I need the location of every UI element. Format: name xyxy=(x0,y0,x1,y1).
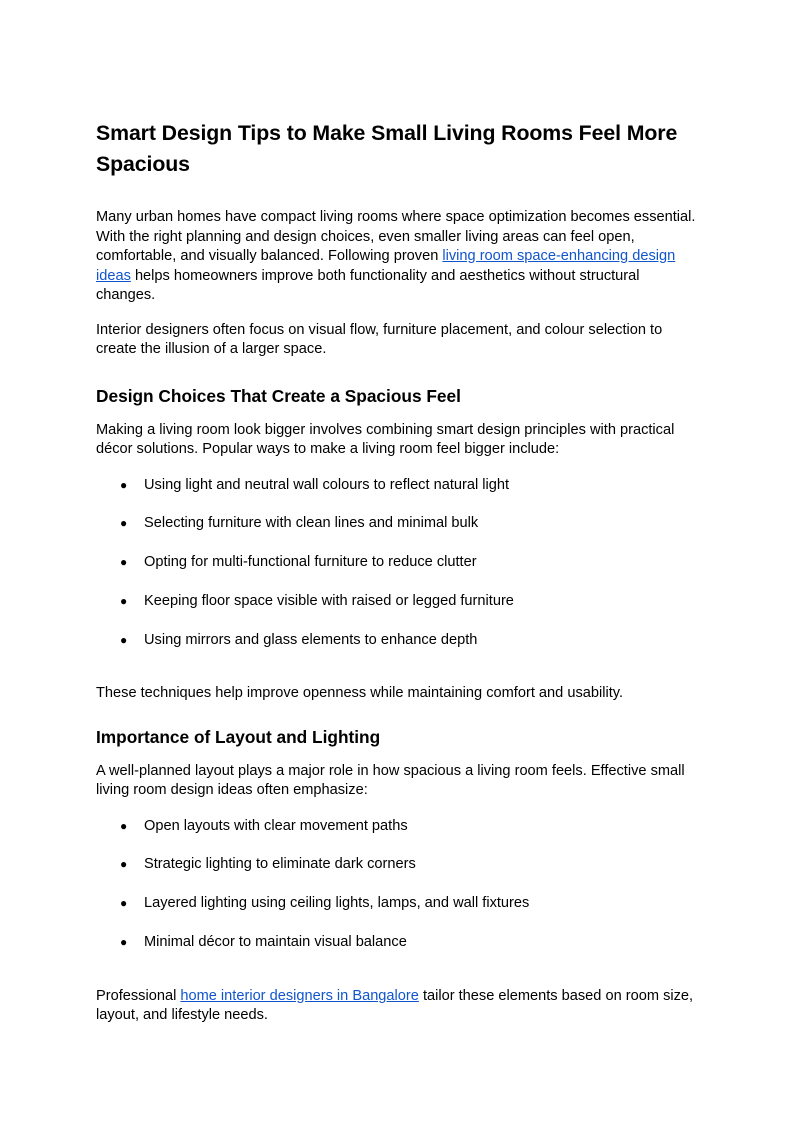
bullet-icon: ● xyxy=(120,555,128,570)
bullet-icon: ● xyxy=(120,857,128,872)
document-page xyxy=(96,118,700,1041)
bullet-icon: ● xyxy=(120,516,128,531)
list-item xyxy=(96,592,700,612)
section1-intro: Making a living room look bigger involves combining smart design principles with practical décor solutions. Popular ways to make a living room feel bigger include: xyxy=(96,421,675,457)
list-item xyxy=(96,631,700,651)
section2-intro: A well-planned layout plays a major role in how spacious a living room feels. Effective small living room design ideas often emphasize: xyxy=(96,762,685,799)
bullet-icon: ● xyxy=(120,818,128,833)
section2-outro xyxy=(96,987,700,1026)
article-title: Smart Design Tips to Make Small Living Rooms Feel More Spacious xyxy=(96,121,678,176)
space-enhancing-ideas-link[interactable]: living room space-enhancing design ideas xyxy=(96,248,676,284)
list-item-text: Opting for multi-functional furniture to reduce clutter xyxy=(144,554,477,571)
list-item-text: Using mirrors and glass elements to enhance depth xyxy=(144,631,478,648)
bullet-icon: ● xyxy=(120,896,128,911)
section1-list xyxy=(96,476,700,651)
list-item-text: Selecting furniture with clean lines and minimal bulk xyxy=(144,515,479,532)
list-item xyxy=(96,933,700,953)
outro-text-after: tailor these elements based on room size, layout, and lifestyle needs. xyxy=(96,987,694,1024)
bullet-icon: ● xyxy=(120,935,128,950)
list-item-text: Using light and neutral wall colours to reflect natural light xyxy=(144,476,510,493)
list-item-text: Open layouts with clear movement paths xyxy=(144,817,408,834)
intro-text-before: Many urban homes have compact living rooms where space optimization becomes essential. With the right planning and design choices, even smaller living areas can feel open, comfortable, and visually balanced. Following proven xyxy=(96,209,696,264)
bullet-icon: ● xyxy=(120,477,128,492)
list-item xyxy=(96,514,700,534)
intro-text-after: helps homeowners improve both functionality and aesthetics without structural changes. xyxy=(96,267,640,303)
list-item-text: Keeping floor space visible with raised or legged furniture xyxy=(144,592,514,609)
list-item xyxy=(96,894,700,914)
list-item xyxy=(96,553,700,573)
list-item xyxy=(96,817,700,837)
section2-heading: Importance of Layout and Lighting xyxy=(96,726,381,747)
list-item-text: Layered lighting using ceiling lights, lamps, and wall fixtures xyxy=(144,895,530,912)
intro-paragraph xyxy=(96,208,700,306)
bullet-icon: ● xyxy=(120,593,128,608)
bangalore-designers-link[interactable]: home interior designers in Bangalore xyxy=(180,987,419,1004)
outro-text-before: Professional xyxy=(96,987,181,1004)
list-item-text: Strategic lighting to eliminate dark corners xyxy=(144,856,416,873)
list-item xyxy=(96,476,700,496)
list-item-text: Minimal décor to maintain visual balance xyxy=(144,934,407,951)
section1-heading: Design Choices That Create a Spacious Feel xyxy=(96,385,461,406)
section2-list xyxy=(96,817,700,953)
section1-outro: These techniques help improve openness while maintaining comfort and usability. xyxy=(96,685,624,702)
second-paragraph: Interior designers often focus on visual flow, furniture placement, and colour selection to create the illusion of a larger space. xyxy=(96,321,663,357)
list-item xyxy=(96,855,700,875)
bullet-icon: ● xyxy=(120,632,128,647)
